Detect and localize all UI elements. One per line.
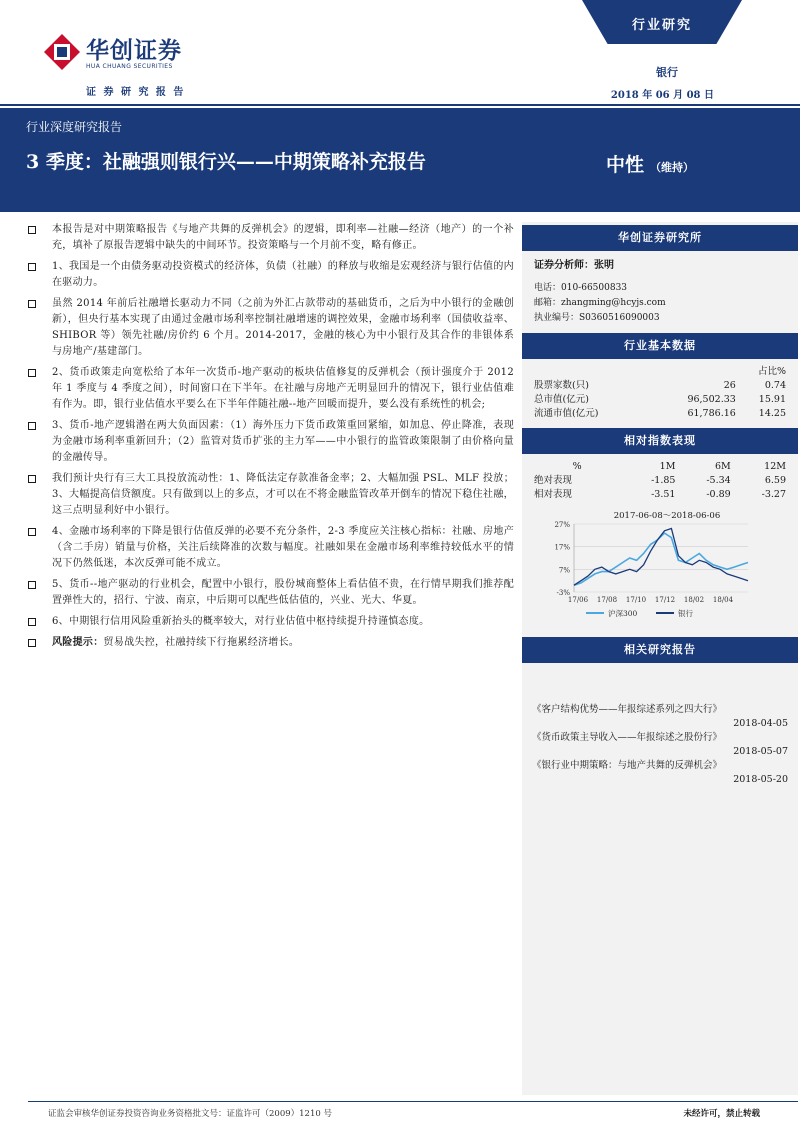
rating-value: 中性 <box>606 154 645 176</box>
company-logo <box>42 30 202 80</box>
table-row: 股票家数(只) 26 0.74 <box>534 380 786 391</box>
header-divider <box>0 104 800 106</box>
summary-bullets <box>28 222 514 656</box>
table-row: 绝对表现 -1.85 -5.34 6.59 <box>534 475 786 486</box>
basic-data-header: 行业基本数据 <box>522 333 798 359</box>
bullet-item: 5、货币--地产驱动的行业机会，配置中小银行，股份城商整体上看估值不贵，在行情早期我们推荐配置弹性大的，招行、宁波、南京，中后期可以配些低估值的，兴业、光大、华夏。 <box>28 577 514 609</box>
legend-label: 沪深300 <box>608 609 638 618</box>
checkbox-square-icon <box>28 226 36 234</box>
basic-data-section <box>522 359 798 425</box>
checkbox-square-icon <box>28 528 36 536</box>
performance-section <box>522 454 798 506</box>
bullet-item: 6、中期银行信用风险重新抬头的概率较大，对行业估值中枢持续提升持谨慎态度。 <box>28 614 514 630</box>
report-title: 3 季度：社融强则银行兴——中期策略补充报告 <box>26 151 426 173</box>
checkbox-square-icon <box>28 581 36 589</box>
y-tick-label: 7% <box>558 566 570 575</box>
bullet-item: 我们预计央行有三大工具投放流动性：1、降低法定存款准备金率；2、大幅加强 PSL、MLF 投放；3、大幅提高信贷额度。只有做到以上的多点，才可以在不将金融监管改革开倒车的情况下稳住社融，这三点明显利好中小银行。 <box>28 471 514 519</box>
industry-research-label: 行业研究 <box>631 18 692 33</box>
sidebar <box>522 222 798 697</box>
checkbox-square-icon <box>28 300 36 308</box>
y-tick-label: 17% <box>554 543 570 552</box>
table-header-row: 占比% <box>757 366 786 377</box>
report-type-label: 证 券 研 究 报 告 <box>86 87 186 98</box>
logo-text-cn: 华创证券 <box>86 38 182 64</box>
x-tick-label: 18/04 <box>712 596 734 604</box>
x-tick-label: 17/12 <box>654 596 676 604</box>
x-tick-label: 17/06 <box>567 596 589 604</box>
table-row: 相对表现 -3.51 -0.89 -3.27 <box>534 489 786 500</box>
institute-header: 华创证券研究所 <box>522 225 798 251</box>
y-tick-label: -3% <box>556 589 570 597</box>
bullet-item: 虽然 2014 年前后社融增长驱动力不同（之前为外汇占款带动的基础货币，之后为中小银行的金融创新），但央行基本实现了由通过金融市场利率控制社融增速的调控效果，金融市场利率（国债收益率、SHIBOR 等）领先社融/房价约 6 个月。2014-2017，金融的核心为中小银行及其合作的非银体系与房地产/基建部门。 <box>28 296 514 360</box>
related-report-item[interactable]: 《货币政策主导收入——年报综述之股份行》 2018-05-07 <box>532 732 788 757</box>
footer-license: 证监会审核华创证券投资咨询业务资格批文号：证监许可（2009）1210 号 <box>48 1109 332 1119</box>
checkbox-square-icon <box>28 475 36 483</box>
x-tick-label: 17/10 <box>625 596 647 604</box>
footer-divider <box>28 1101 798 1102</box>
legend-label: 银行 <box>678 609 693 618</box>
logo-text-en: HUA CHUANG SECURITIES <box>86 63 173 70</box>
industry-name: 银行 <box>656 66 678 79</box>
related-reports <box>522 697 798 1095</box>
bullet-item: 本报告是对中期策略报告《与地产共舞的反弹机会》的逻辑，即利率—社融—经济（地产）的一个补充，填补了原报告逻辑中缺失的中间环节。投资策略与一个月前不变，略有修正。 <box>28 222 514 254</box>
bullet-item: 3、货币-地产逻辑潜在两大负面因素：（1）海外压力下货币政策重回紧缩，如加息、停止降准，表现为金融市场利率重新回升；（2）监管对货币扩张的主力军——中小银行的监管政策限制了由价格向量的金融传导。 <box>28 418 514 466</box>
bullet-item: 2、货币政策走向宽松给了本年一次货币-地产驱动的板块估值修复的反弹机会（预计强度介于 2012 年 1 季度与 4 季度之间），时间窗口在下半年。在社融与房地产无明显回升的情况下，银行业估值难有作为。即，银行业估值水平要么在下半年伴随社融--地产回暖而提升，要么没有系统性的机会; <box>28 365 514 413</box>
basic-data-table <box>534 365 786 421</box>
related-report-item[interactable]: 《客户结构优势——年报综述系列之四大行》 2018-04-05 <box>532 704 788 729</box>
bullet-item: 4、金融市场利率的下降是银行估值反弹的必要不充分条件，2-3 季度应关注核心指标：社融、房地产（含二手房）销量与价格，关注后续降准的次数与幅度。社融如果在金融市场利率维持较低水平的情况下仍然低迷，本次反弹可能不成立。 <box>28 524 514 572</box>
table-row: 流通市值(亿元) 61,786.16 14.25 <box>534 408 786 419</box>
report-subtitle: 行业深度研究报告 <box>26 120 123 134</box>
checkbox-square-icon <box>28 639 36 647</box>
analyst-phone: 电话：010-66500833 <box>534 283 628 293</box>
series-line <box>574 533 748 585</box>
footer-copyright: 未经许可，禁止转载 <box>683 1109 760 1119</box>
performance-chart-svg <box>522 506 798 634</box>
checkbox-square-icon <box>28 618 36 626</box>
analyst-info <box>522 251 798 330</box>
huachuang-logo-icon <box>42 32 82 72</box>
related-report-item[interactable]: 《银行业中期策略：与地产共舞的反弹机会》 2018-05-20 <box>532 760 788 785</box>
checkbox-square-icon <box>28 422 36 430</box>
table-header-row: % 1M 6M 12M <box>572 461 786 472</box>
risk-label: 风险提示： <box>52 637 104 648</box>
analyst-name: 证券分析师：张明 <box>534 260 614 271</box>
performance-chart <box>522 506 798 634</box>
x-tick-label: 18/02 <box>683 596 705 604</box>
analyst-email[interactable]: 邮箱：zhangming@hcyjs.com <box>534 298 666 308</box>
table-row: 总市值(亿元) 96,502.33 15.91 <box>534 394 786 405</box>
chart-title: 2017-06-08～2018-06-06 <box>613 511 721 521</box>
bullet-item: 1、我国是一个由债务驱动投资模式的经济体，负债（社融）的释放与收缩是宏观经济与银行估值的内在驱动力。 <box>28 259 514 291</box>
analyst-license: 执业编号：S0360516090003 <box>534 313 660 323</box>
performance-table <box>534 460 786 502</box>
rating-note: （维持） <box>650 161 695 174</box>
related-reports-header: 相关研究报告 <box>522 637 798 663</box>
checkbox-square-icon <box>28 369 36 377</box>
rating <box>606 150 694 177</box>
checkbox-square-icon <box>28 263 36 271</box>
performance-header: 相对指数表现 <box>522 428 798 454</box>
report-date: 2018 年 06 月 08 日 <box>610 90 714 101</box>
x-tick-label: 17/08 <box>596 596 618 604</box>
bullet-item-risk: 风险提示：贸易战失控，社融持续下行拖累经济增长。 <box>28 635 514 651</box>
y-tick-label: 27% <box>554 521 570 529</box>
